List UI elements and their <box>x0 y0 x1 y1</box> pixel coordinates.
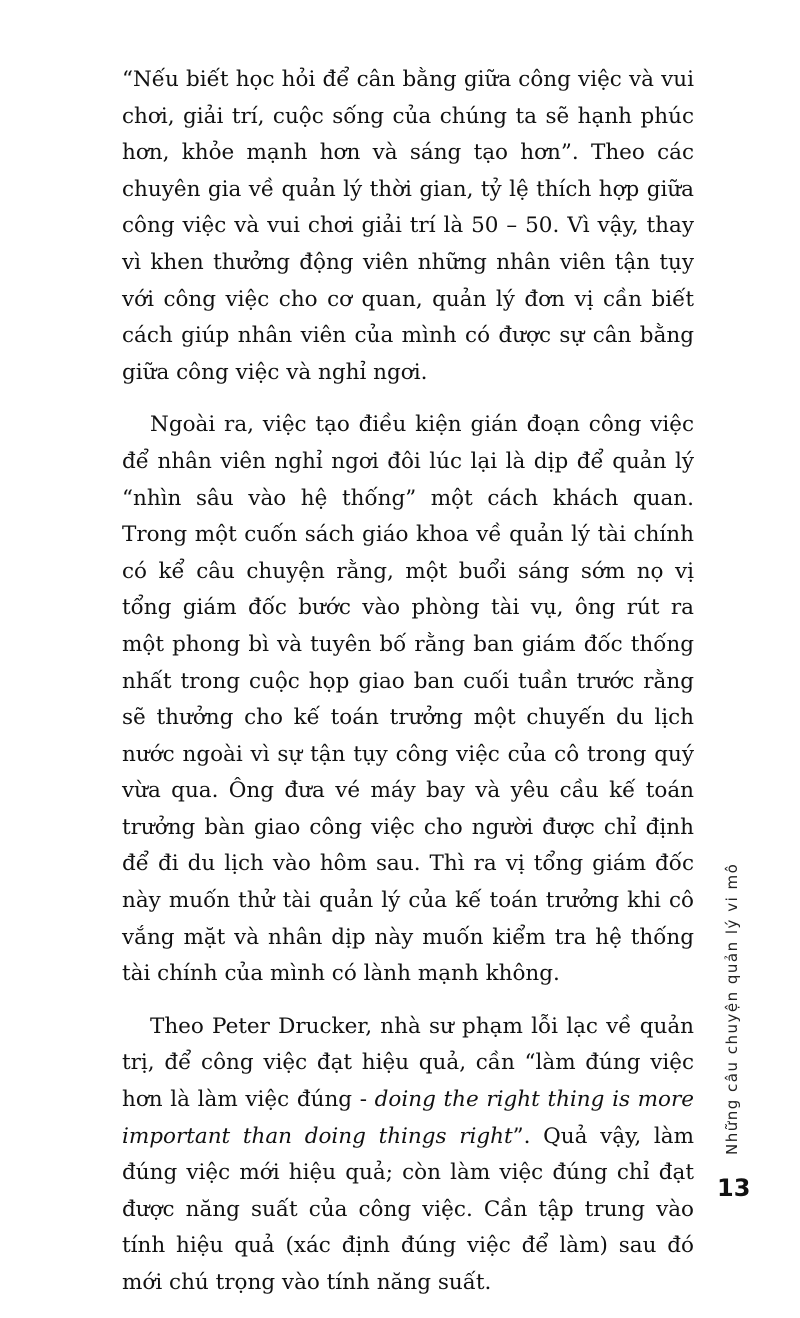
body-text <box>122 62 694 1318</box>
paragraph-3-italic: doing the right thing is more important than doing things right <box>122 1087 694 1149</box>
running-header-vertical: Những câu chuyện quản lý vi mô <box>723 862 741 1155</box>
paragraph-1: “Nếu biết học hỏi để cân bằng giữa công việc và vui chơi, giải trí, cuộc sống của chúng ta sẽ hạnh phúc hơn, khỏe mạnh hơn và sáng tạo hơn”. Theo các chuyên gia về quản lý thời gian, tỷ lệ thích hợp giữa công việc và vui chơi giải trí là 50 – 50. Vì vậy, thay vì khen thưởng động viên những nhân viên tận tụy với công việc cho cơ quan, quản lý đơn vị cần biết cách giúp nhân viên của mình có được sự cân bằng giữa công việc và nghỉ ngơi. <box>122 67 694 385</box>
paragraph-3-end: ”. Quả vậy, làm đúng việc mới hiệu quả; còn làm việc đúng chỉ đạt được năng suất của công việc. Cần tập trung vào tính hiệu quả (xác định đúng việc để làm) sau đó mới chú trọng vào tính năng suất. <box>122 1123 694 1295</box>
paragraph-3 <box>122 1009 694 1302</box>
paragraph-3-start: Theo Peter Drucker, nhà sư phạm lỗi lạc về quản trị, để công việc đạt hiệu quả, cần “làm đúng việc hơn là làm việc đúng - <box>122 1013 694 1113</box>
paragraph-2: Ngoài ra, việc tạo điều kiện gián đoạn công việc để nhân viên nghỉ ngơi đôi lúc lại là dịp để quản lý “nhìn sâu vào hệ thống” một cách khách quan. Trong một cuốn sách giáo khoa về quản lý tài chính có kể câu chuyện rằng, một buổi sáng sớm nọ vị tổng giám đốc bước vào phòng tài vụ, ông rút ra một phong bì và tuyên bố rằng ban giám đốc thống nhất trong cuộc họp giao ban cuối tuần trước rằng sẽ thưởng cho kế toán trưởng một chuyến du lịch nước ngoài vì sự tận tụy công việc của cô trong quý vừa qua. Ông đưa vé máy bay và yêu cầu kế toán trưởng bàn giao công việc cho người được chỉ định để đi du lịch vào hôm sau. Thì ra vị tổng giám đốc này muốn thử tài quản lý của kế toán trưởng khi cô vắng mặt và nhân dịp này muốn kiểm tra hệ thống tài chính của mình có lành mạnh không. <box>122 412 694 987</box>
page-number: 13 <box>717 1174 751 1202</box>
